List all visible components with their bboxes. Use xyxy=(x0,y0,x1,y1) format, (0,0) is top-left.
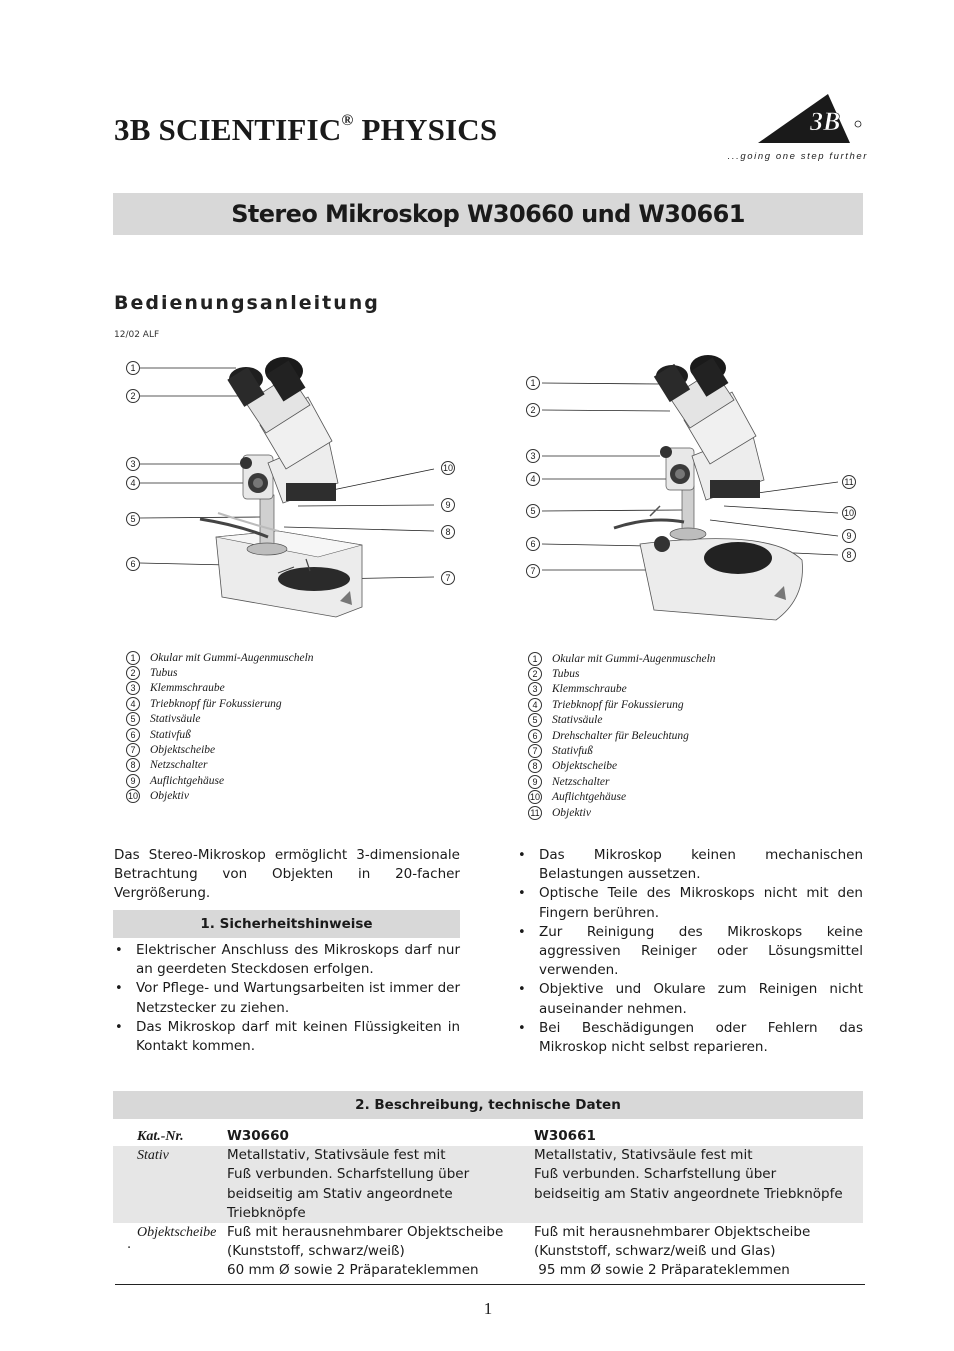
table-cell: Fuß verbunden. Scharfstellung über xyxy=(227,1165,534,1184)
callout-4: 4 xyxy=(126,476,140,490)
legend-w30661 xyxy=(528,651,716,820)
legend-item: 1 Okular mit Gummi-Augenmuscheln xyxy=(126,650,314,665)
microscope-w30661-figure xyxy=(520,348,870,633)
table-row xyxy=(113,1165,863,1184)
callout-6: 6 xyxy=(126,557,140,571)
svg-text:3B: 3B xyxy=(810,107,841,136)
list-item: • Optische Teile des Mikroskops nicht mit den Fingern berühren. xyxy=(516,884,863,922)
table-cell: Metallstativ, Stativsäule fest mit xyxy=(534,1146,863,1165)
callout-10: 10 xyxy=(843,508,854,518)
callout-9: 9 xyxy=(842,529,856,543)
callout-5: 5 xyxy=(126,512,140,526)
callout-2: 2 xyxy=(126,389,140,403)
table-row xyxy=(113,1185,863,1223)
callout-4: 4 xyxy=(526,472,540,486)
table-row xyxy=(113,1261,863,1280)
legend-item: 2 Tubus xyxy=(528,666,716,681)
brand-title: 3B SCIENTIFIC® PHYSICS xyxy=(114,111,498,147)
legend-item: 3 Klemmschraube xyxy=(126,681,314,696)
legend-item: 10 Auflichtgehäuse xyxy=(529,791,627,804)
callout-3: 3 xyxy=(526,449,540,463)
table-cell: 60 mm Ø sowie 2 Präparateklemmen xyxy=(227,1262,479,1279)
stray-mark: . xyxy=(127,1237,132,1252)
legend-item: 6 Stativfuß xyxy=(126,727,314,742)
table-cell: beidseitig am Stativ angeordnete Triebknöpfe xyxy=(227,1185,534,1223)
page-number: 1 xyxy=(483,1299,493,1318)
callout-1: 1 xyxy=(126,361,140,375)
technical-data-table xyxy=(113,1127,863,1281)
legend-item: 5 Stativsäule xyxy=(528,713,716,728)
callout-2: 2 xyxy=(526,403,540,417)
callout-8: 8 xyxy=(441,525,455,539)
list-item: • Elektrischer Anschluss des Mikroskops darf nur an geerdeten Steckdosen erfolgen. xyxy=(113,941,460,979)
legend-w30660 xyxy=(126,650,314,804)
table-cell: (Kunststoff, schwarz/weiß) xyxy=(227,1243,405,1260)
footer-divider xyxy=(115,1284,865,1285)
legend-item: 3 Klemmschraube xyxy=(528,682,716,697)
list-item: • Vor Pflege- und Wartungsarbeiten ist immer der Netzstecker zu ziehen. xyxy=(113,979,460,1017)
section-heading-safety: 1. Sicherheitshinweise xyxy=(113,910,460,938)
callout-6: 6 xyxy=(526,537,540,551)
legend-item: 2 Tubus xyxy=(126,665,314,680)
legend-item: 11 Objektiv xyxy=(528,805,716,820)
table-cell: Fuß mit herausnehmbarer Objektscheibe xyxy=(534,1224,811,1241)
date-code: 12/02 ALF xyxy=(114,330,160,340)
list-item: • Objektive und Okulare zum Reinigen nicht auseinander nehmen. xyxy=(516,980,863,1018)
legend-item: 4 Triebknopf für Fokussierung xyxy=(528,697,716,712)
intro-paragraph: Das Stereo-Mikroskop ermöglicht 3-dimensionale Betrachtung von Objekten in 20-facher Vergrößerung. xyxy=(114,847,460,902)
callout-7: 7 xyxy=(526,564,540,578)
list-item: • Bei Beschädigungen oder Fehlern das Mikroskop nicht selbst reparieren. xyxy=(516,1019,863,1057)
table-cell: (Kunststoff, schwarz/weiß und Glas) xyxy=(534,1243,776,1260)
microscope-w30660-figure xyxy=(118,345,468,630)
table-cell: Metallstativ, Stativsäule fest mit xyxy=(227,1146,534,1165)
table-header-cell: W30660 xyxy=(227,1128,289,1144)
table-row xyxy=(113,1223,863,1242)
table-header-cell: W30661 xyxy=(534,1128,596,1144)
legend-item: 8 Netzschalter xyxy=(126,758,314,773)
section-heading-technical-data: 2. Beschreibung, technische Daten xyxy=(113,1091,863,1119)
document-title-bar xyxy=(113,193,863,235)
document-subtitle: Bedienungsanleitung xyxy=(114,292,380,314)
table-row xyxy=(113,1146,863,1165)
brand-tagline: ...going one step further xyxy=(727,151,868,162)
table-row-label: Objektscheibe xyxy=(137,1225,217,1241)
callout-9: 9 xyxy=(441,498,455,512)
legend-item: 8 Objektscheibe xyxy=(528,759,716,774)
callout-3: 3 xyxy=(126,457,140,471)
table-cell: Fuß verbunden. Scharfstellung über xyxy=(534,1165,863,1184)
safety-list-right xyxy=(516,846,863,1057)
legend-item: 5 Stativsäule xyxy=(126,712,314,727)
list-item: • Zur Reinigung des Mikroskops keine aggressiven Reiniger oder Lösungsmittel verwenden. xyxy=(516,923,863,981)
table-row-label: Stativ xyxy=(113,1146,227,1165)
table-cell: beidseitig am Stativ angeordnete Triebknöpfe xyxy=(534,1185,863,1223)
list-item: • Das Mikroskop keinen mechanischen Belastungen aussetzen. xyxy=(516,846,863,884)
document-title: Stereo Mikroskop W30660 und W30661 xyxy=(231,200,745,228)
callout-7: 7 xyxy=(441,571,455,585)
callout-10: 10 xyxy=(442,463,453,473)
safety-list-left xyxy=(113,941,460,1056)
legend-item: 7 Stativfuß xyxy=(528,743,716,758)
callout-1: 1 xyxy=(526,376,540,390)
table-header-row xyxy=(113,1127,863,1146)
table-cell: 95 mm Ø sowie 2 Präparateklemmen xyxy=(534,1262,790,1279)
legend-item: 1 Okular mit Gummi-Augenmuscheln xyxy=(528,651,716,666)
legend-item: 10 Objektiv xyxy=(127,790,189,803)
callout-11: 11 xyxy=(842,475,856,489)
legend-item: 4 Triebknopf für Fokussierung xyxy=(126,696,314,711)
callout-8: 8 xyxy=(842,548,856,562)
legend-item: 6 Drehschalter für Beleuchtung xyxy=(528,728,716,743)
legend-item: 9 Auflichtgehäuse xyxy=(126,773,314,788)
table-cell: Fuß mit herausnehmbarer Objektscheibe xyxy=(227,1224,504,1241)
table-header-cell: Kat.-Nr. xyxy=(137,1129,184,1144)
legend-item: 9 Netzschalter xyxy=(528,774,716,789)
table-row xyxy=(113,1242,863,1261)
list-item: • Das Mikroskop darf mit keinen Flüssigkeiten in Kontakt kommen. xyxy=(113,1018,460,1056)
callout-5: 5 xyxy=(526,504,540,518)
legend-item: 7 Objektscheibe xyxy=(126,742,314,757)
registered-mark: ® xyxy=(341,111,354,129)
